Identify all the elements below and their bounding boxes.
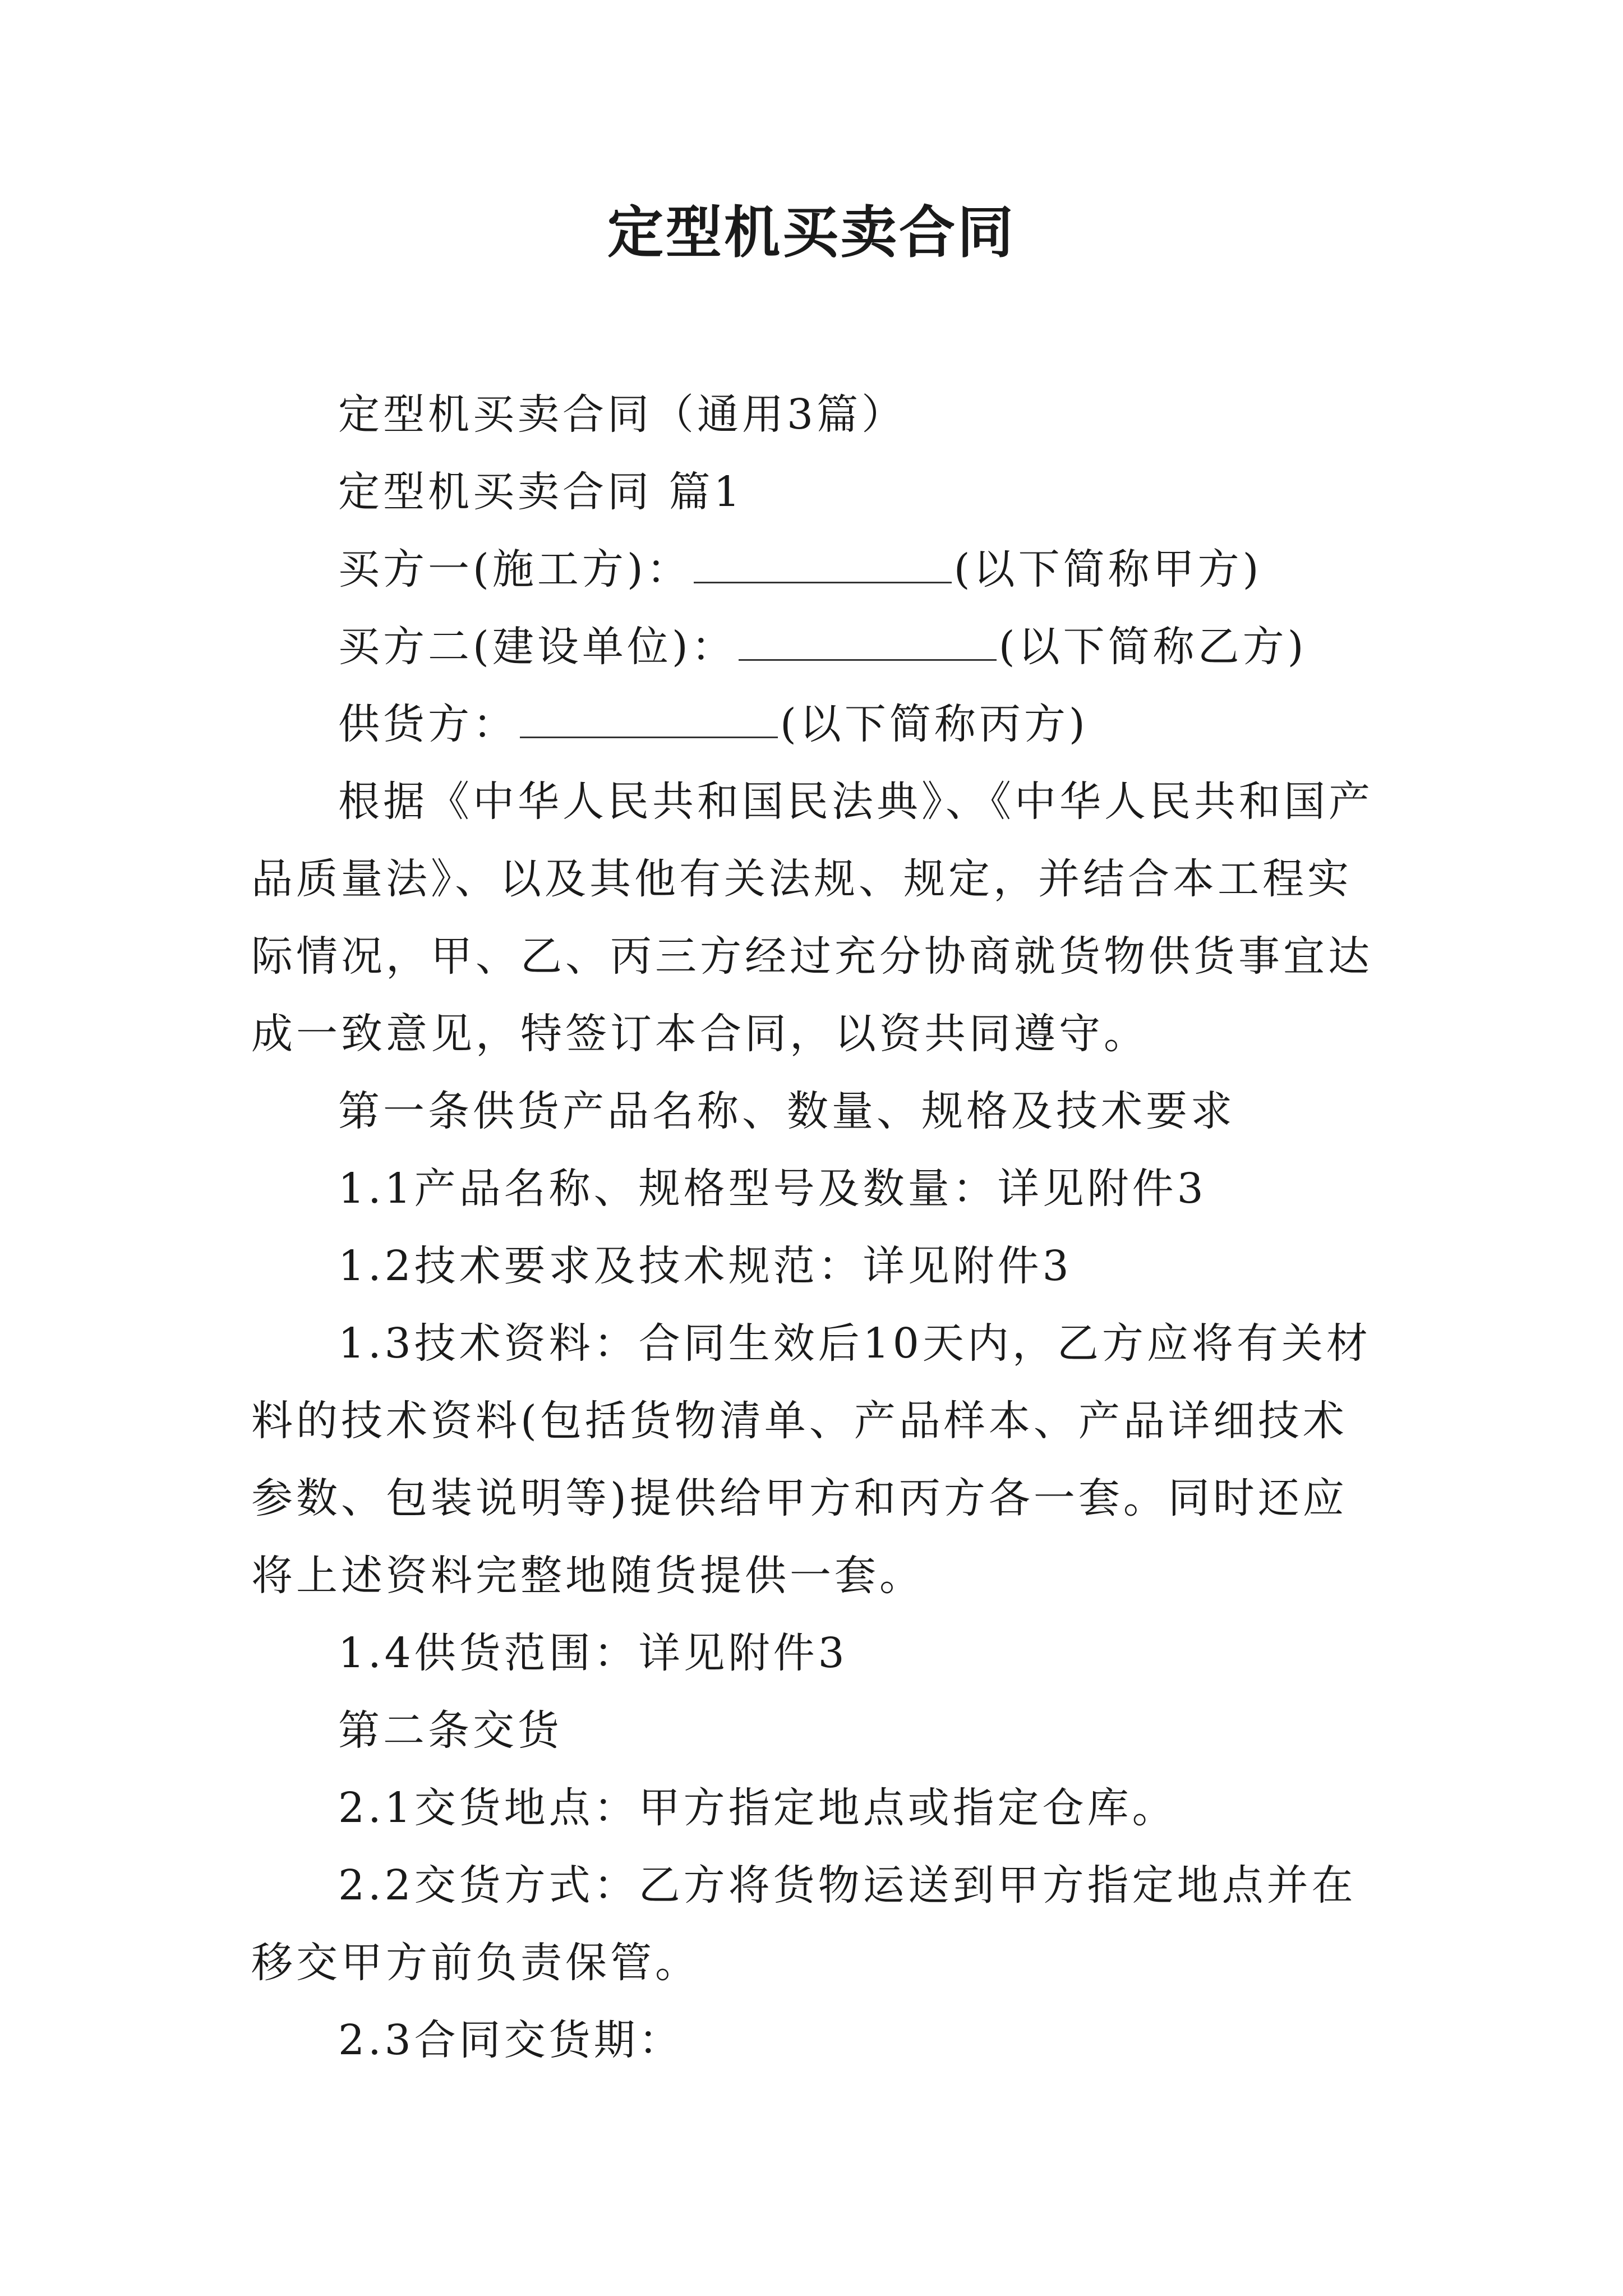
fill-blank — [520, 697, 778, 738]
clause: 1.4供货范围：详见附件3 — [338, 1629, 848, 1677]
party-line-supplier — [251, 685, 1384, 763]
article-heading: 第一条供货产品名称、数量、规格及技术要求 — [338, 1087, 1235, 1135]
article-heading: 第二条交货 — [338, 1706, 562, 1755]
party-label: 买方一(施工方)： — [338, 545, 691, 593]
body-paragraph: 根据《中华人民共和国民法典》、《中华人民共和国产品质量法》、以及其他有关法规、规定，并结合本工程实际情况，甲、乙、丙三方经过充分协商就货物供货事宜达成一致意见，特签订本合同，以资共同遵守。 — [251, 777, 1373, 1058]
party-line-buyer-one — [251, 531, 1384, 608]
document-title: 定型机买卖合同 — [607, 200, 1016, 265]
clause: 2.1交货地点：甲方指定地点或指定仓库。 — [338, 1784, 1177, 1832]
fill-blank — [739, 620, 997, 661]
clause: 1.1产品名称、规格型号及数量：详见附件3 — [338, 1165, 1207, 1213]
party-suffix: (以下简称乙方) — [998, 623, 1307, 671]
party-suffix: (以下简称丙方) — [780, 700, 1089, 748]
party-label: 买方二(建设单位)： — [338, 623, 736, 671]
fill-blank — [694, 542, 952, 583]
subtitle-paragraph: 定型机买卖合同（通用3篇） — [338, 390, 907, 439]
document-body — [251, 376, 1384, 2079]
party-line-buyer-two — [251, 608, 1384, 685]
clause: 2.2交货方式：乙方将货物运送到甲方指定地点并在移交甲方前负责保管。 — [251, 1861, 1357, 1987]
clause: 2.3合同交货期： — [338, 2016, 684, 2064]
party-suffix: (以下简称甲方) — [953, 545, 1262, 593]
clause: 1.2技术要求及技术规范：详见附件3 — [338, 1242, 1072, 1290]
clause: 1.3技术资料：合同生效后10天内，乙方应将有关材料的技术资料(包括货物清单、产品样本、产品详细技术参数、包装说明等)提供给甲方和丙方各一套。同时还应将上述资料完整地随货提供一套。 — [251, 1319, 1371, 1600]
party-label: 供货方： — [338, 700, 518, 748]
section-heading: 定型机买卖合同 篇1 — [338, 468, 744, 516]
